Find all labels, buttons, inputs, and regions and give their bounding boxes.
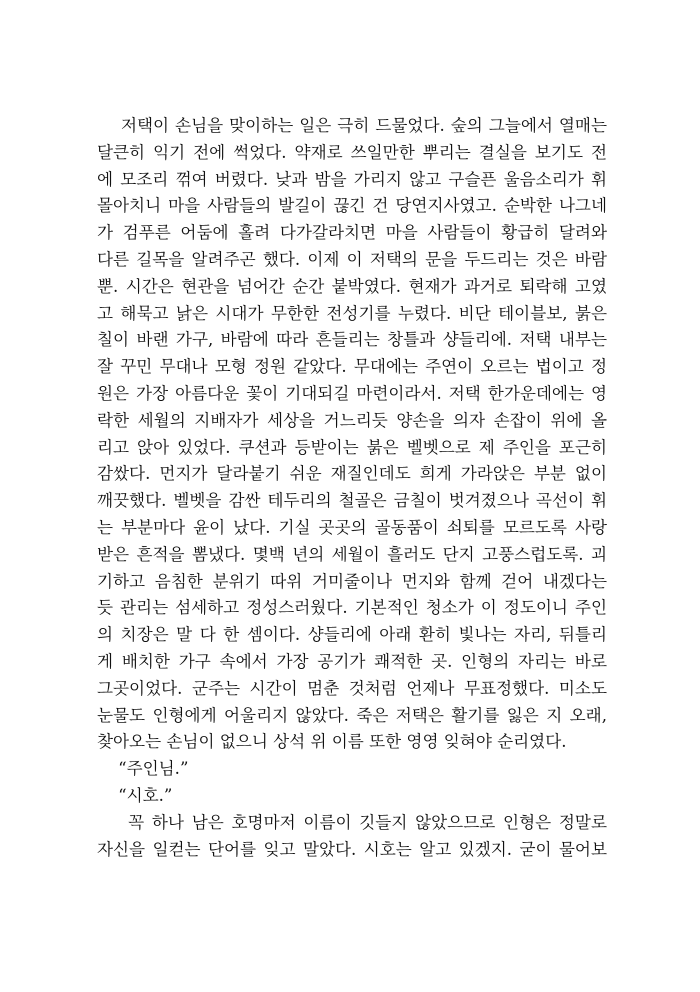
text-line: 저택이 손님을 맞이하는 일은 극히 드물었다. 숲의 그늘에서 열매는 — [97, 116, 607, 135]
text-line: 에 모조리 꺾여 버렸다. 낮과 밤을 가리지 않고 구슬픈 울음소리가 휘 — [97, 169, 607, 189]
text-line: 뿐. 시간은 현관을 넘어간 순간 붙박였다. 현재가 과거로 퇴락해 고였 — [97, 276, 607, 296]
text-line: 꼭 하나 남은 호명마저 이름이 깃들지 않았으므로 인형은 정말로 — [97, 812, 607, 832]
text-line: 찾아오는 손님이 없으니 상석 위 이름 또한 영영 잊혀야 순리였다. — [97, 732, 567, 752]
text-line: 기하고 음침한 분위기 따위 거미줄이나 먼지와 함께 걷어 내겠다는 — [97, 571, 607, 591]
text-line: 는 부분마다 윤이 났다. 기실 곳곳의 골동품이 쇠퇴를 모르도록 사랑 — [97, 517, 607, 537]
text-line: 고 해묵고 낡은 시대가 무한한 전성기를 누렸다. 비단 테이블보, 붉은 — [97, 303, 607, 323]
text-line: 몰아치니 마을 사람들의 발길이 끊긴 건 당연지사였고. 순박한 나그네 — [97, 196, 607, 216]
text-line: 가 검푸른 어둠에 홀려 다가갈라치면 마을 사람들이 황급히 달려와 — [97, 223, 607, 243]
text-line: 게 배치한 가구 속에서 가장 공기가 쾌적한 곳. 인형의 자리는 바로 — [97, 651, 607, 671]
text-line: 잘 꾸민 무대나 모형 정원 같았다. 무대에는 주연이 오르는 법이고 정 — [97, 357, 607, 377]
text-line: 원은 가장 아름다운 꽃이 기대되길 마련이라서. 저택 한가운데에는 영 — [97, 383, 607, 403]
text-line: 칠이 바랜 가구, 바람에 따라 흔들리는 창틀과 샹들리에. 저택 내부는 — [97, 330, 607, 350]
text-line: 리고 앉아 있었다. 쿠션과 등받이는 붉은 벨벳으로 제 주인을 포근히 — [97, 437, 607, 457]
text-line: 락한 세월의 지배자가 세상을 거느리듯 양손을 의자 손잡이 위에 올 — [97, 410, 607, 430]
dialogue-line: “주인님.” — [97, 759, 189, 779]
body-text — [97, 113, 607, 863]
text-line: 듯 관리는 섬세하고 정성스러웠다. 기본적인 청소가 이 정도이니 주인 — [97, 598, 607, 618]
text-line: 다른 길목을 알려주곤 했다. 이제 이 저택의 문을 두드리는 것은 바람 — [97, 249, 607, 269]
text-line: 의 치장은 말 다 한 셈이다. 샹들리에 아래 환히 빛나는 자리, 뒤틀리 — [97, 625, 607, 645]
text-line: 깨끗했다. 벨벳을 감싼 테두리의 철골은 금칠이 벗겨졌으나 곡선이 휘 — [97, 491, 607, 511]
text-line: 그곳이었다. 군주는 시간이 멈춘 것처럼 언제나 무표정했다. 미소도 — [97, 678, 607, 698]
text-line: 받은 흔적을 뽐냈다. 몇백 년의 세월이 흘러도 단지 고풍스럽도록. 괴 — [97, 544, 607, 564]
text-line: 눈물도 인형에게 어울리지 않았다. 죽은 저택은 활기를 잃은 지 오래, — [97, 705, 607, 725]
text-line: 달큰히 익기 전에 썩었다. 약재로 쓰일만한 뿌리는 결실을 보기도 전 — [97, 142, 607, 162]
text-line: 감쌌다. 먼지가 달라붙기 쉬운 재질인데도 희게 가라앉은 부분 없이 — [97, 464, 607, 484]
dialogue-line: “시호.” — [97, 785, 173, 805]
text-line: 자신을 일컫는 단어를 잊고 말았다. 시호는 알고 있겠지. 굳이 물어보 — [97, 839, 607, 859]
